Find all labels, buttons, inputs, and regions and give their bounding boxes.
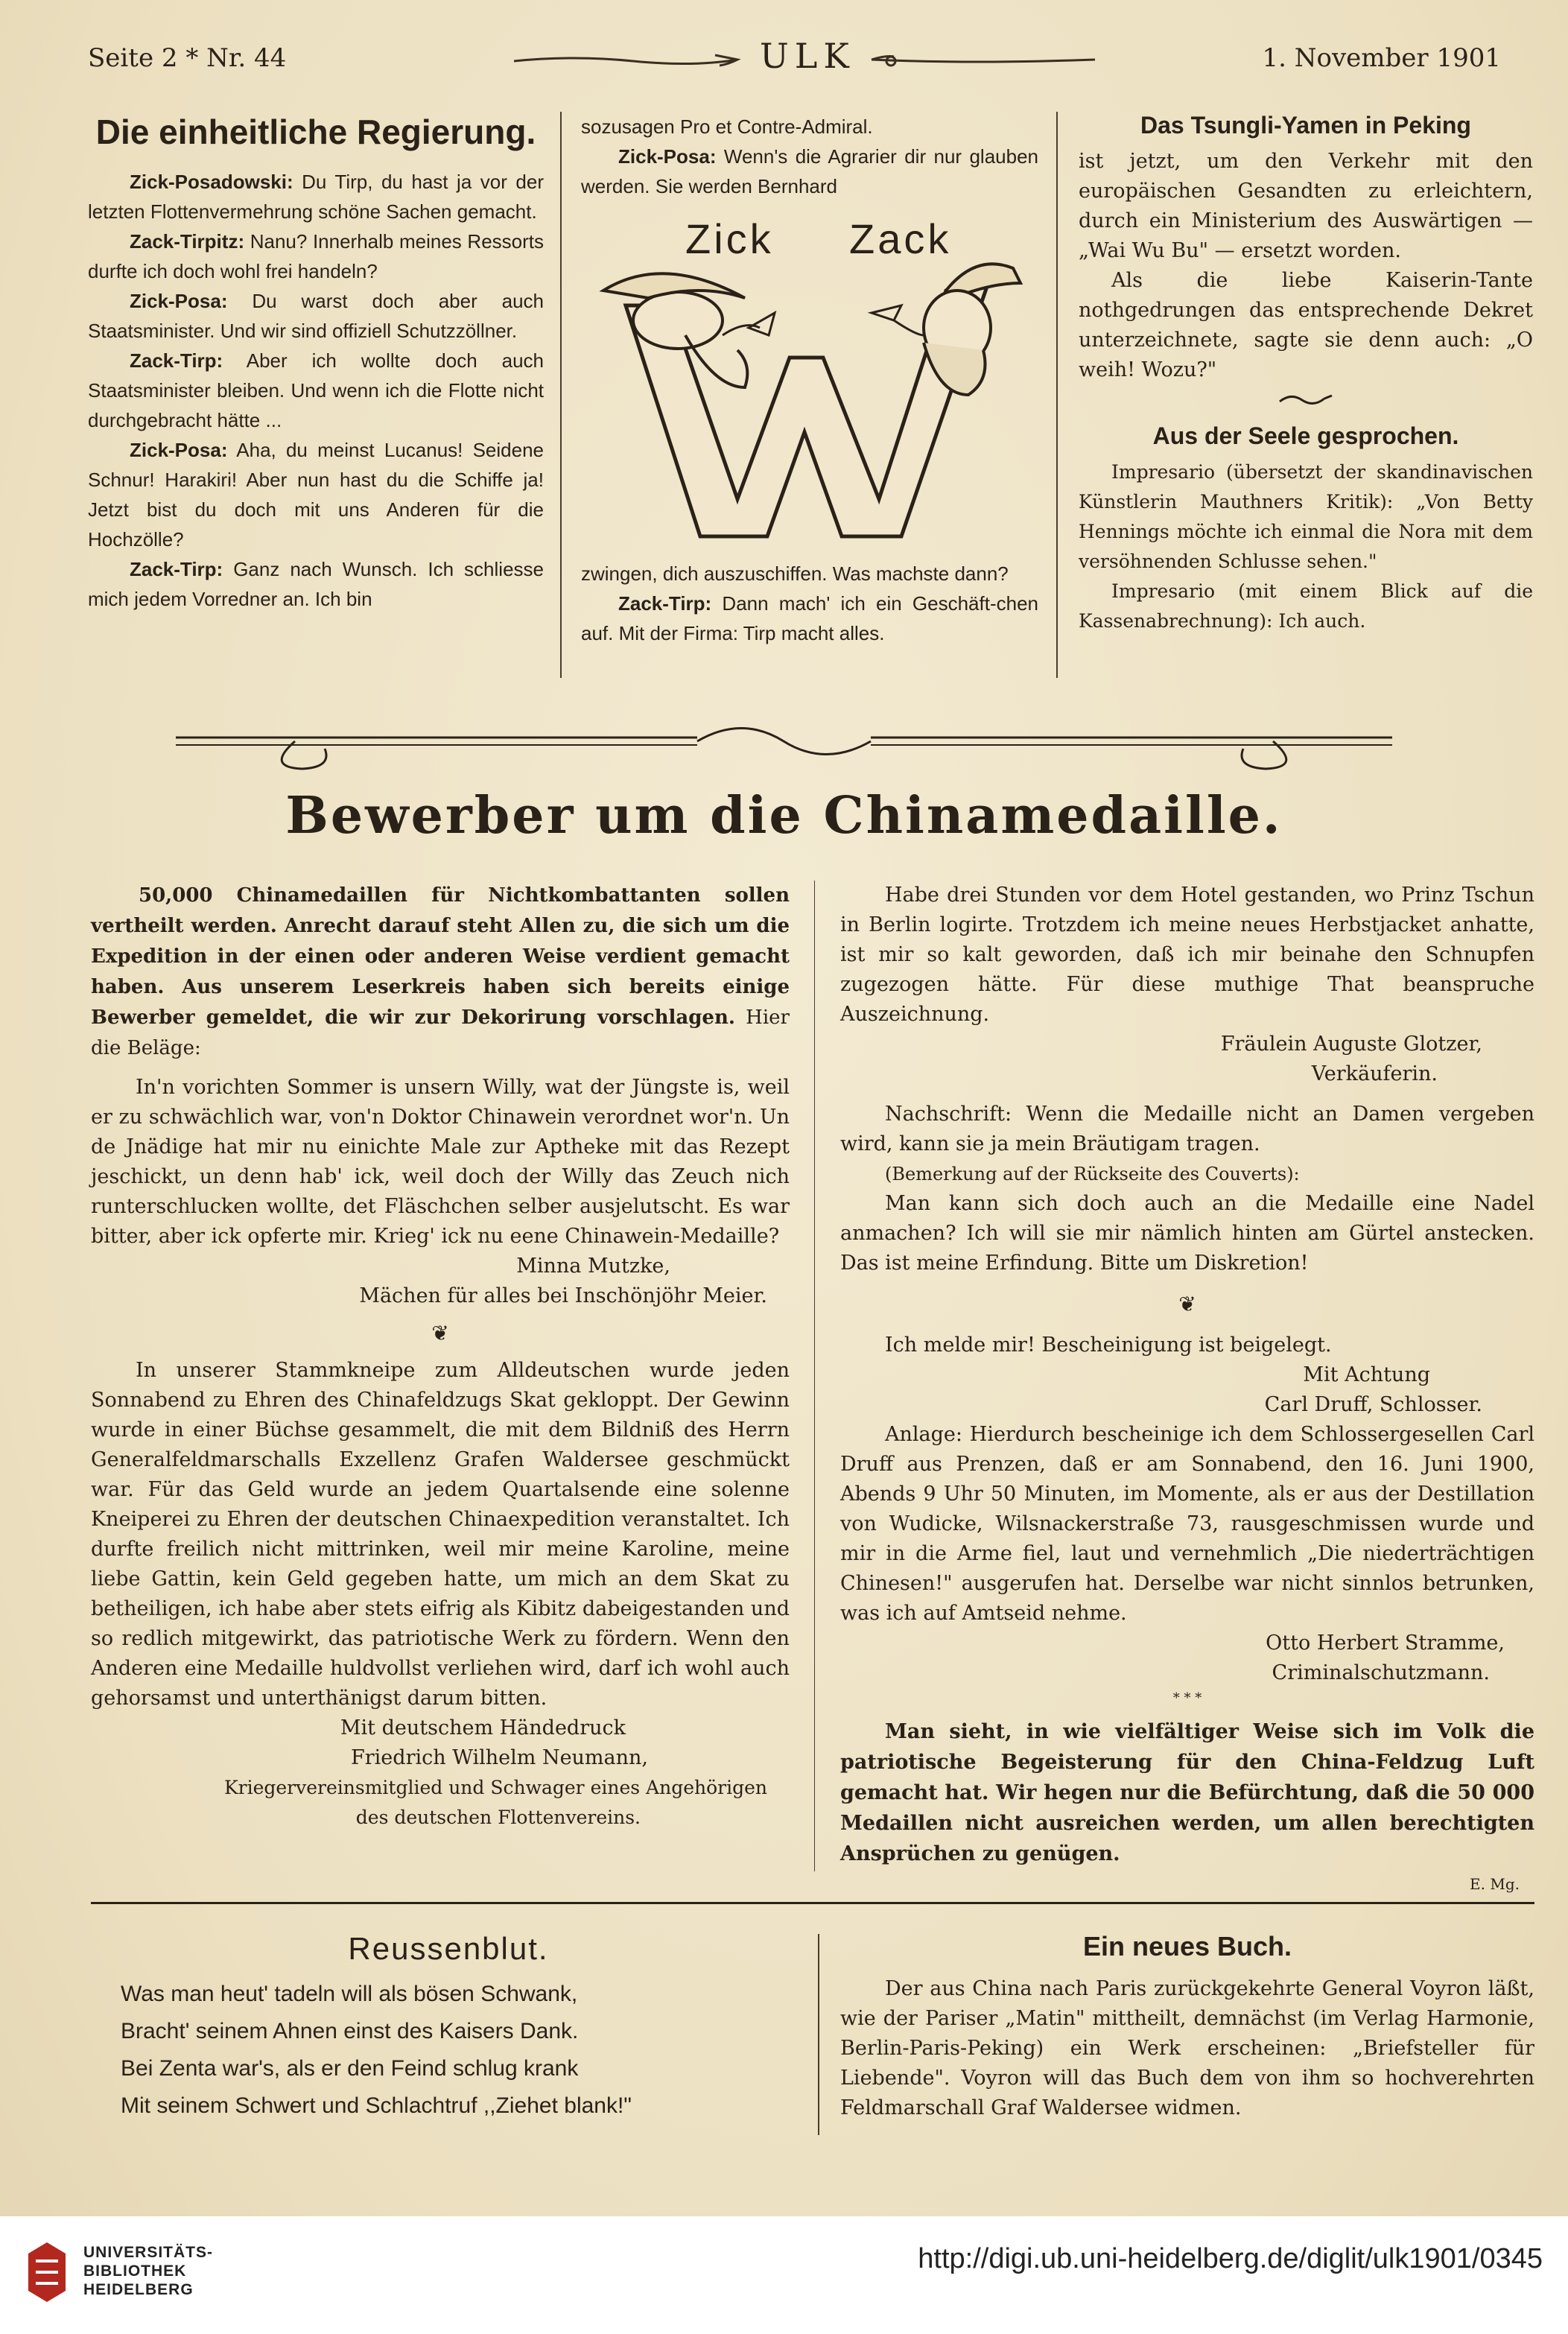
cartoon-label-zack: Zack [849, 215, 952, 262]
ornament-swirl [1079, 385, 1533, 415]
signature: Mit deutschem Händedruck [340, 1716, 626, 1740]
article-text: Als die liebe Kaiserin-Tante nothgedrungen das entsprechende Dekret unterzeichnete, sagte sie denn auch: „O weih! Wozu?" [1079, 269, 1533, 381]
signature: Friedrich Wilhelm Neumann, [351, 1746, 648, 1769]
poem-line: Was man heut' tadeln will als bösen Schwank, [121, 1982, 578, 2006]
dialogue-line: Zack-Tirp: Ganz nach Wunsch. Ich schliesse mich jedem Vorredner an. Ich bin [88, 558, 544, 610]
letter-druff: Ich melde mir! Bescheinigung ist beigelegt. [885, 1334, 1332, 1357]
poem-line: Mit seinem Schwert und Schlachtruf ,,Ziehet blank!" [121, 2093, 632, 2118]
column-divider [1056, 112, 1058, 678]
column-regierung [88, 112, 544, 614]
section-rule [91, 1902, 1534, 1904]
signature: Verkäuferin. [1311, 1062, 1438, 1085]
dialogue-line: Zick-Posadowski: Du Tirp, du hast ja vor der letzten Flottenvermehrung schöne Sachen gemacht. [88, 171, 544, 223]
column-divider [560, 112, 562, 678]
signature: Minna Mutzke, [516, 1255, 670, 1278]
signature: Carl Druff, Schlosser. [1264, 1393, 1482, 1416]
poem-line: Bei Zenta war's, als er den Feind schlug krank [121, 2056, 579, 2081]
article-text: Impresario (mit einem Blick auf die Kassenabrechnung): Ich auch. [1079, 580, 1533, 632]
poem-reussenblut [91, 1931, 806, 2125]
signature: Mit Achtung [1303, 1363, 1430, 1386]
article-neues-buch [840, 1931, 1534, 2123]
dialogue-line: Zick-Posa: Aha, du meinst Lucanus! Seidene Schnur! Harakiri! Aber nun hast du die Schiffe ja! Jetzt bist du doch mit uns Anderen für die Hochzölle? [88, 439, 544, 551]
letter-neumann: In unserer Stammkneipe zum Alldeutschen wurde jeden Sonnabend zu Ehren des Chinafeldzugs Skat gekloppt. Der Gewinn wurde in einer Büchse gesammelt, die mit dem Bildniß des Herrn Generalfeldmarschalls Exzellenz Grafen Waldersee geschmückt war. Für das Geld wurde an jedem Quartalsende eine solenne Kneiperei zu Ehren der deutschen Chinaexpedition veranstaltet. Ich durfte freilich nicht mittrinken, weil mir meine Karoline, meine liebe Gattin, kein Geld gegeben hatte, um mich an dem Skat zu betheiligen, ich habe aber stets eifrig als Kibitz dabeigestanden und so redlich mitgewirkt, das patriotische Werk zu fördern. Wenn den Anderen eine Medaille huldvollst verliehen wird, darf ich wohl auch gehorsamst und unterthänigst darum bitten. [91, 1359, 790, 1710]
poem-title: Reussenblut. [348, 1931, 549, 1966]
stars-separator: * * * [1172, 1690, 1202, 1706]
column-divider [814, 881, 815, 1871]
letter-glotzer: Habe drei Stunden vor dem Hotel gestanden, wo Prinz Tschun in Berlin logirte. Trotzdem ich meine neues Herbstjacket anhatte, ist mir so kalt geworden, daß ich mir beinahe den Schnupfen zugezogen hätte. Für diese muthige That beanspruche Auszeichnung. [840, 884, 1534, 1026]
closing-text: Man sieht, in wie vielfältiger Weise sich im Volk die patriotische Begeisterung für den China-Feldzug Luft gemacht hat. Wir hegen nur die Befürchtung, daß die 50 000 Medaillen nicht ausreichen werden, um allen berechtigten Ansprüchen zu genügen. [840, 1720, 1534, 1865]
separator-mark: ❦ [1178, 1292, 1196, 1316]
signature: Criminalschutzmann. [1272, 1661, 1490, 1684]
section-ornament [176, 708, 1392, 775]
column-news [1079, 112, 1533, 636]
source-url-link[interactable]: http://digi.ub.uni-heidelberg.de/diglit/ulk1901/0345 [918, 2243, 1543, 2274]
zick-zack-cartoon [574, 209, 1043, 566]
main-intro: 50,000 Chinamedaillen für Nichtkombattanten sollen vertheilt werden. Anrecht darauf steht Allen zu, die sich um die Expedition in der einen oder anderen Weise verdient gemacht haben. Aus unserem Leserkreis haben sich bereits einige Bewerber gemeldet, die wir zur Dekorirung vorschlagen. Hier die Beläge: [91, 884, 790, 1059]
separator-mark: ❦ [431, 1321, 449, 1345]
header-ornament-right [864, 52, 1095, 70]
article-title: Die einheitliche Regierung. [95, 112, 536, 151]
issue-date: 1. November 1901 [1262, 43, 1501, 73]
letter-minna: In'n vorichten Sommer is unsern Willy, wat der Jüngste is, weil er zu schwächlich war, von'n Doktor Chinawein verordnet wor'n. Un de Jnädige hat mir nu einichte Male zur Aptheke mit das Rezept jeschickt, un denn hab' ick, weil doch der Willy das Zeuch nich runterschlucken wollte, det Fläschchen selber ausjelutscht. Es war bitter, aber ick opferte mir. Krieg' ick nu eene Chinawein-Medaille? [91, 1076, 790, 1248]
main-left-column [91, 881, 790, 1833]
signature: Kriegervereinsmitglied und Schwager eines Angehörigen [223, 1777, 767, 1798]
cartoon-label-zick: Zick [685, 215, 774, 262]
article-title: Ein neues Buch. [1082, 1931, 1292, 1962]
dialogue-line: Zack-Tirpitz: Nanu? Innerhalb meines Ressorts durfte ich doch wohl frei handeln? [88, 230, 544, 282]
postscript: Nachschrift: Wenn die Medaille nicht an Damen vergeben wird, kann sie ja mein Bräutigam tragen. [840, 1103, 1534, 1155]
column-cartoon [581, 112, 1038, 201]
postscript: Man kann sich doch auch an die Medaille eine Nadel anmachen? Ich will sie mir nämlich hinten am Gürtel anstecken. Das ist meine Erfindung. Bitte um Diskretion! [840, 1192, 1534, 1275]
header-ornament-left [514, 52, 745, 70]
author-signature: E. Mg. [1470, 1875, 1520, 1893]
signature: Fräulein Auguste Glotzer, [1220, 1033, 1482, 1056]
column-divider [818, 1934, 819, 2135]
article-text: Der aus China nach Paris zurückgekehrte General Voyron läßt, wie der Pariser „Matin" mittheilt, demnächst (im Verlag Harmonie, Berlin-Paris-Peking) ein Werk erscheinen: „Briefsteller für Liebende". Voyron will das Buch dem von ihm so hochverehrten Feldmarschall Graf Waldersee widmen. [840, 1977, 1534, 2119]
article-text: Impresario (übersetzt der skandinavischen Künstlerin Mauthners Kritik): „Von Betty Hennings möchte ich einmal die Nora mit dem versöhnenden Schlusse sehen." [1079, 461, 1533, 572]
poem-line: Bracht' seinem Ahnen einst des Kaisers Dank. [121, 2019, 579, 2043]
library-name: UNIVERSITÄTS- BIBLIOTHEK HEIDELBERG [83, 2244, 214, 2298]
masthead-ulk: ULK [760, 36, 855, 76]
postscript-note: (Bemerkung auf der Rückseite des Couverts): [885, 1164, 1300, 1185]
signature: Otto Herbert Stramme, [1266, 1631, 1505, 1655]
main-right-column [840, 881, 1534, 1899]
article-title: Das Tsungli-Yamen in Peking [1140, 112, 1471, 139]
signature: Mächen für alles bei Inschönjöhr Meier. [359, 1284, 767, 1307]
cartoon-text-top: sozusagen Pro et Contre-Admiral. Zick-Posa: Wenn's die Agrarier dir nur glauben werden. Sie werden Bernhard [581, 115, 1038, 197]
dialogue-line: Zick-Posa: Du warst doch aber auch Staatsminister. Und wir sind offiziell Schutzzöllner. [88, 290, 544, 342]
article-title: Aus der Seele gesprochen. [1152, 422, 1459, 449]
cartoon-text-bottom: zwingen, dich auszuschiffen. Was machste dann? Zack-Tirp: Dann mach' ich ein Geschäft-chen auf. Mit der Firma: Tirp macht alles. [581, 562, 1038, 644]
annex-text: Anlage: Hierdurch bescheinige ich dem Schlossergesellen Carl Druff aus Prenzen, daß er am Sonnabend, den 16. Juni 1900, Abends 9 Uhr 50 Minuten, im Momente, als er aus der Destillation von Wudicke, Wilsnackerstraße 73, rausgeschmissen wurde und mir in die Arme fiel, laut und vernehmlich „Die niederträchtigen Chinesen!" ausgerufen hat. Derselbe war nicht sinnlos betrunken, was ich auf Amtseid nehme. [840, 1423, 1534, 1625]
dialogue-line: Zack-Tirp: Aber ich wollte doch auch Staatsminister bleiben. Und wenn ich die Flotte nicht durchgebracht hätte ... [88, 349, 544, 431]
digitization-footer [0, 2216, 1568, 2334]
page-number: Seite 2 * Nr. 44 [88, 43, 287, 73]
dialogue-text [88, 167, 544, 614]
library-logo-icon [21, 2239, 73, 2306]
signature: des deutschen Flottenvereins. [355, 1807, 641, 1828]
article-text: ist jetzt, um den Verkehr mit den europäischen Gesandten zu erleichtern, durch ein Ministerium des Auswärtigen — „Wai Wu Bu" — ersetzt worden. [1079, 150, 1533, 262]
main-article-title: Bewerber um die Chinamedaille. [285, 786, 1283, 846]
poem-lines [91, 1976, 806, 2125]
